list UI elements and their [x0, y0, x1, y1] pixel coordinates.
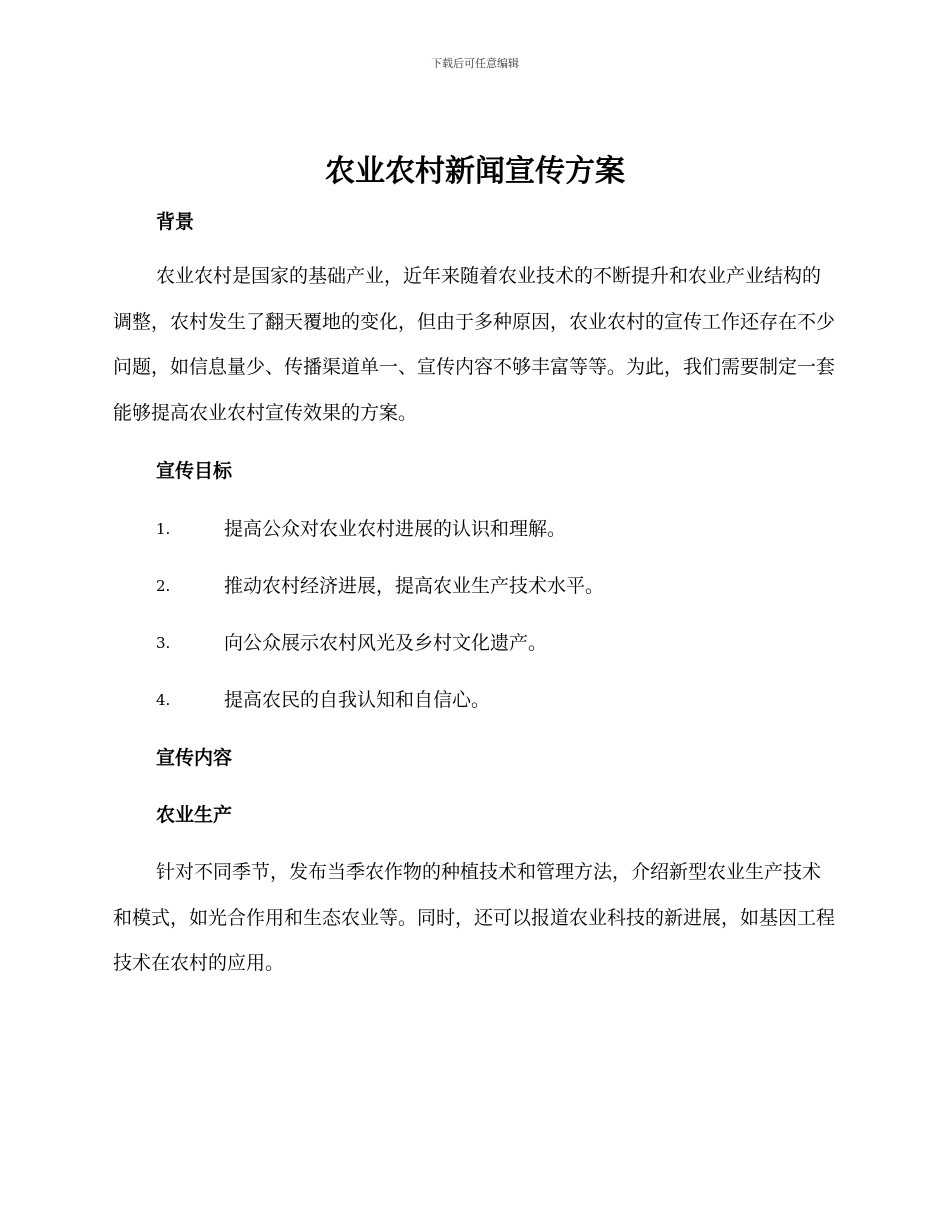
- list-text: 提高农民的自我认知和自信心。: [224, 689, 491, 711]
- goal-list-item: [156, 686, 836, 714]
- goal-list-item: [156, 515, 836, 543]
- section-heading-background: 背景: [156, 211, 195, 233]
- list-text: 提高公众对农业农村进展的认识和理解。: [224, 518, 567, 540]
- page-header-note: 下载后可任意编辑: [431, 57, 519, 70]
- agri-production-paragraph: 针对不同季节，发布当季农作物的种植技术和管理方法，介绍新型农业生产技术和模式，如光合作用和生态农业等。同时，还可以报道农业科技的新进展，如基因工程技术在农村的应用。: [113, 861, 836, 974]
- list-number: 3.: [156, 634, 171, 652]
- goal-list-item: [156, 572, 836, 600]
- document-title: 农业农村新闻宣传方案: [325, 154, 625, 189]
- section-heading-content: 宣传内容: [156, 747, 233, 769]
- background-paragraph: 农业农村是国家的基础产业，近年来随着农业技术的不断提升和农业产业结构的调整，农村发生了翻天覆地的变化，但由于多种原因，农业农村的宣传工作还存在不少问题，如信息量少、传播渠道单一、宣传内容不够丰富等等。为此，我们需要制定一套能够提高农业农村宣传效果的方案。: [113, 265, 836, 424]
- list-text: 推动农村经济进展，提高农业生产技术水平。: [224, 575, 605, 597]
- section-heading-goals: 宣传目标: [156, 460, 233, 482]
- list-number: 4.: [156, 691, 171, 709]
- list-number: 2.: [156, 577, 171, 595]
- section-heading-agri-production: 农业生产: [156, 804, 233, 826]
- list-text: 向公众展示农村风光及乡村文化遗产。: [224, 632, 548, 654]
- list-number: 1.: [156, 520, 171, 538]
- goal-list-item: [156, 629, 836, 657]
